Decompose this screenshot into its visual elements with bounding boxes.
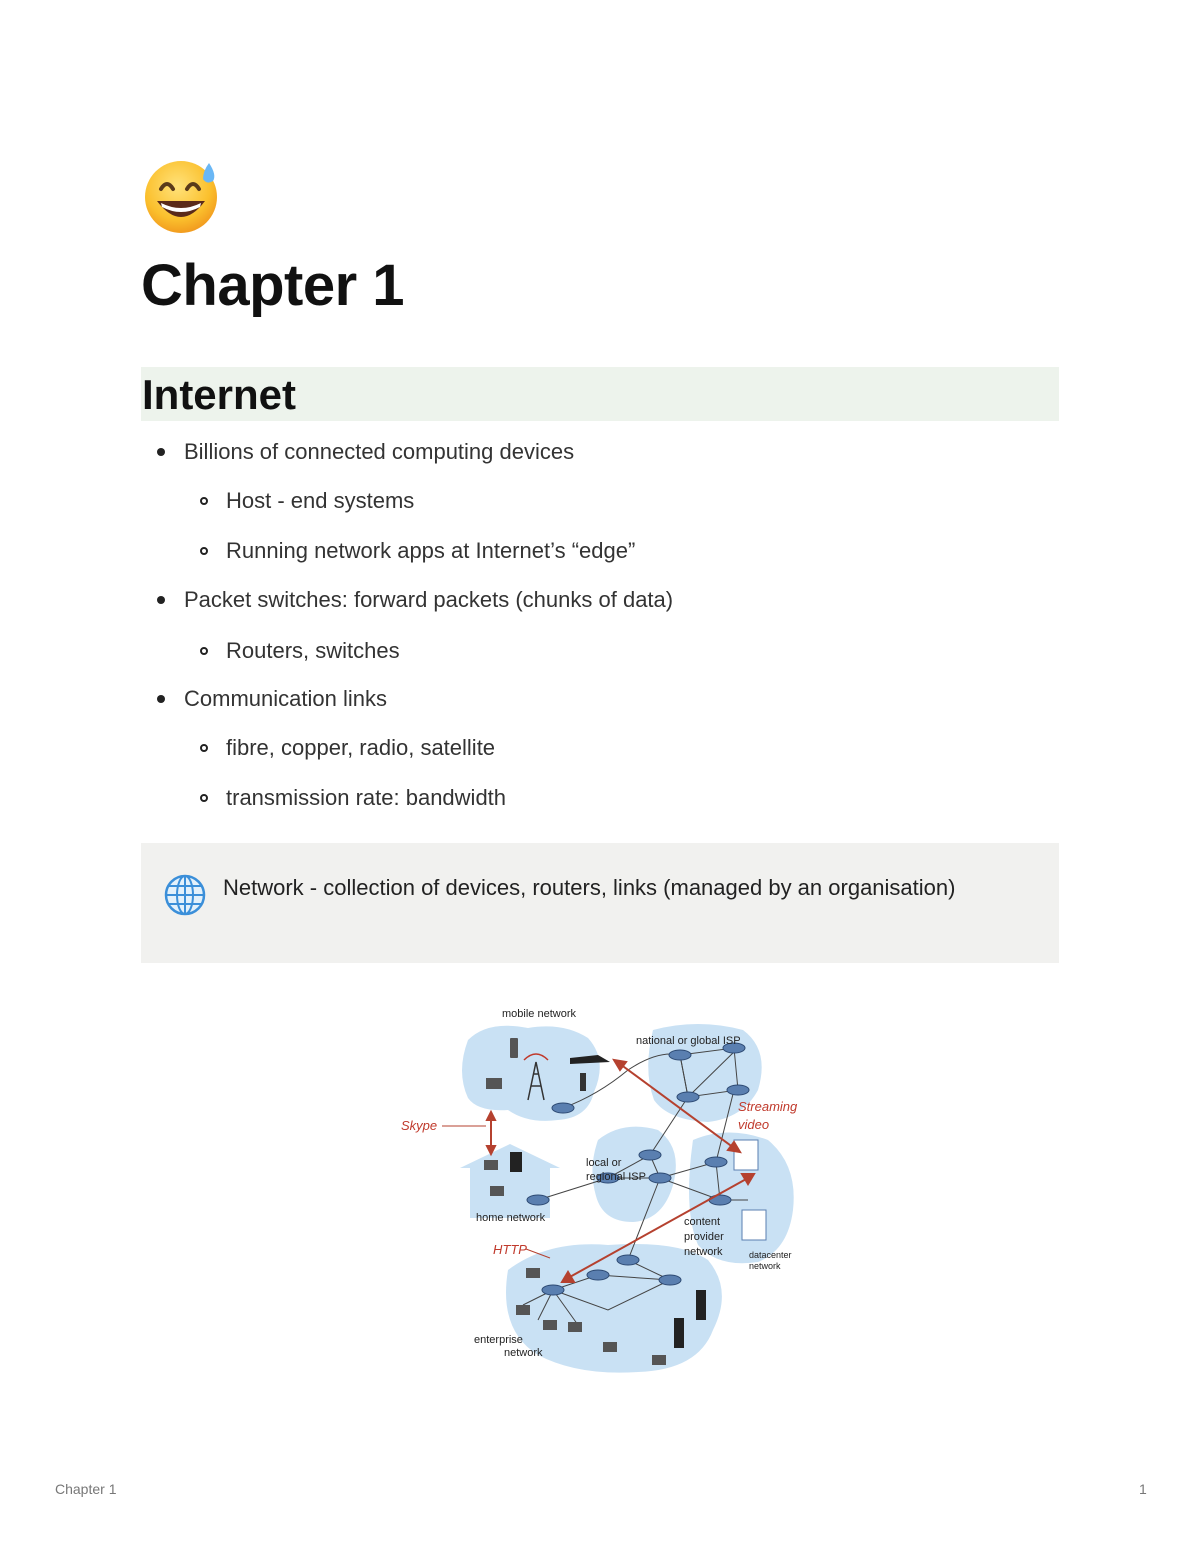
skype-label: Skype: [401, 1118, 438, 1133]
enterprise-network-label: network: [504, 1347, 543, 1359]
list-item-text: Communication links: [184, 686, 387, 711]
page-number: 1: [1139, 1481, 1147, 1497]
list-item-text: Routers, switches: [226, 638, 400, 663]
video-label: video: [738, 1117, 770, 1132]
list-item: [184, 686, 387, 712]
list-item-text: Host - end systems: [226, 488, 415, 513]
sweat-smile-emoji: [143, 155, 223, 235]
hollow-bullet-icon: [200, 547, 208, 555]
list-item: [226, 488, 414, 514]
callout: [141, 843, 1059, 963]
provider-label: provider: [684, 1231, 724, 1243]
hollow-bullet-icon: [200, 497, 208, 505]
http-label: HTTP: [493, 1242, 527, 1257]
regional-isp-label: regional ISP: [586, 1171, 646, 1183]
enterprise-label: enterprise: [474, 1334, 523, 1346]
list-item: [184, 439, 574, 465]
footer-title: Chapter 1: [55, 1481, 117, 1497]
home-network-label: home network: [476, 1212, 546, 1224]
section-heading: Internet: [141, 367, 1059, 421]
national-isp-label: national or global ISP: [636, 1035, 741, 1047]
callout-text: Network - collection of devices, routers, links (managed by an organisation): [223, 875, 956, 900]
globe-icon: [163, 873, 207, 917]
network-label: network: [684, 1246, 723, 1258]
list-item: [226, 638, 400, 664]
bullet-icon: [157, 695, 165, 703]
datacenter-network-label: network: [749, 1261, 781, 1271]
list-item-text: fibre, copper, radio, satellite: [226, 735, 496, 760]
local-label: local or: [586, 1157, 622, 1169]
content-label: content: [684, 1216, 721, 1228]
list-item: [226, 538, 635, 564]
list-item-text: transmission rate: bandwidth: [226, 785, 507, 810]
list-item-text: Packet switches: forward packets (chunks of data): [184, 587, 674, 612]
streaming-label: Streaming: [738, 1099, 798, 1114]
datacenter-label: datacenter: [749, 1250, 792, 1260]
network-diagram: [398, 1000, 810, 1380]
hollow-bullet-icon: [200, 794, 208, 802]
page-title: Chapter 1: [141, 253, 405, 318]
list-item-text: Billions of connected computing devices: [184, 439, 575, 464]
hollow-bullet-icon: [200, 744, 208, 752]
list-item-text: Running network apps at Internet’s “edge”: [226, 538, 636, 563]
mobile-network-cloud: [462, 1026, 600, 1121]
bullet-icon: [157, 448, 165, 456]
hollow-bullet-icon: [200, 647, 208, 655]
list-item: [226, 735, 495, 761]
list-item: [184, 587, 673, 613]
mobile-network-label: mobile network: [502, 1008, 576, 1020]
list-item: [226, 785, 506, 811]
bullet-icon: [157, 596, 165, 604]
